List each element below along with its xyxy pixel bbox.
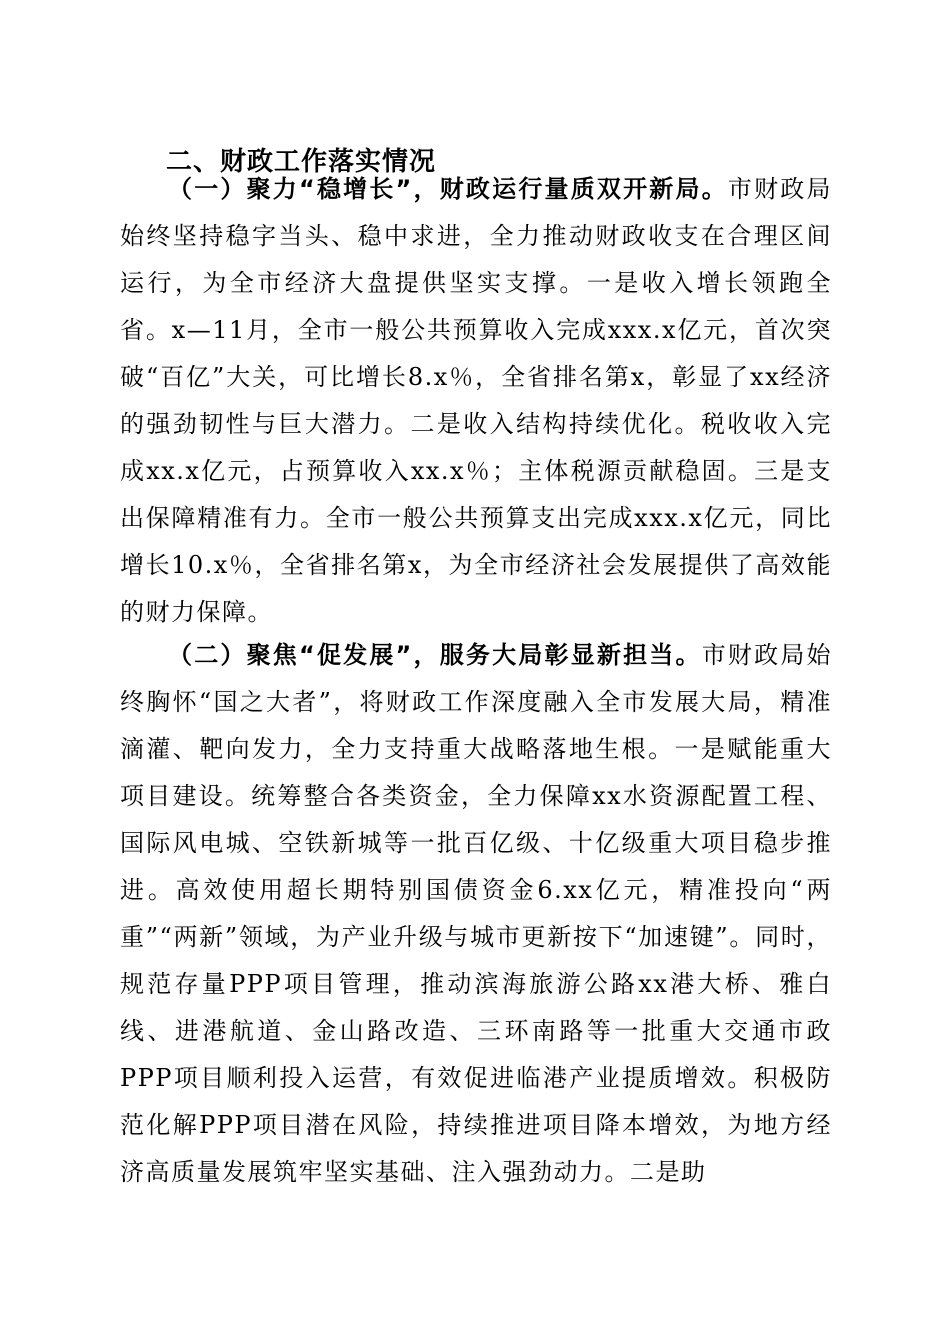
section-heading: 二、财政工作落实情况 <box>166 147 437 177</box>
paragraph-1-lead: （一）聚力“稳增长”，财政运行量质双开新局。 <box>168 175 728 203</box>
paragraph-2-lead: （二）聚焦“促发展”，服务大局彰显新担当。 <box>168 641 702 669</box>
paragraph-1 <box>120 166 832 636</box>
paragraph-1-body: 市财政局始终坚持稳字当头、稳中求进，全力推动财政收支在合理区间运行，为全市经济大盘提供坚实支撑。一是收入增长领跑全省。x—11月，全市一般公共预算收入完成xxx.x亿元，首次突破“百亿”大关，可比增长8.x％，全省排名第x，彰显了xx经济的强劲韧性与巨大潜力。二是收入结构持续优化。税收收入完成xx.x亿元，占预算收入xx.x％；主体税源贡献稳固。三是支出保障精准有力。全市一般公共预算支出完成xxx.x亿元，同比增长10.x％，全省排名第x，为全市经济社会发展提供了高效能的财力保障。 <box>120 175 833 626</box>
paragraph-2 <box>120 632 832 1196</box>
paragraph-2-body: 市财政局始终胸怀“国之大者”，将财政工作深度融入全市发展大局，精准滴灌、靶向发力，全力支持重大战略落地生根。一是赋能重大项目建设。统筹整合各类资金，全力保障xx水资源配置工程、国际风电城、空铁新城等一批百亿级、十亿级重大项目稳步推进。高效使用超长期特别国债资金6.xx亿元，精准投向“两重”“两新”领域，为产业升级与城市更新按下“加速键”。同时，规范存量PPP项目管理，推动滨海旅游公路xx港大桥、雅白线、进港航道、金山路改造、三环南路等一批重大交通市政PPP项目顺利投入运营，有效促进临港产业提质增效。积极防范化解PPP项目潜在风险，持续推进项目降本增效，为地方经济高质量发展筑牢坚实基础、注入强劲动力。二是助 <box>120 641 833 1186</box>
